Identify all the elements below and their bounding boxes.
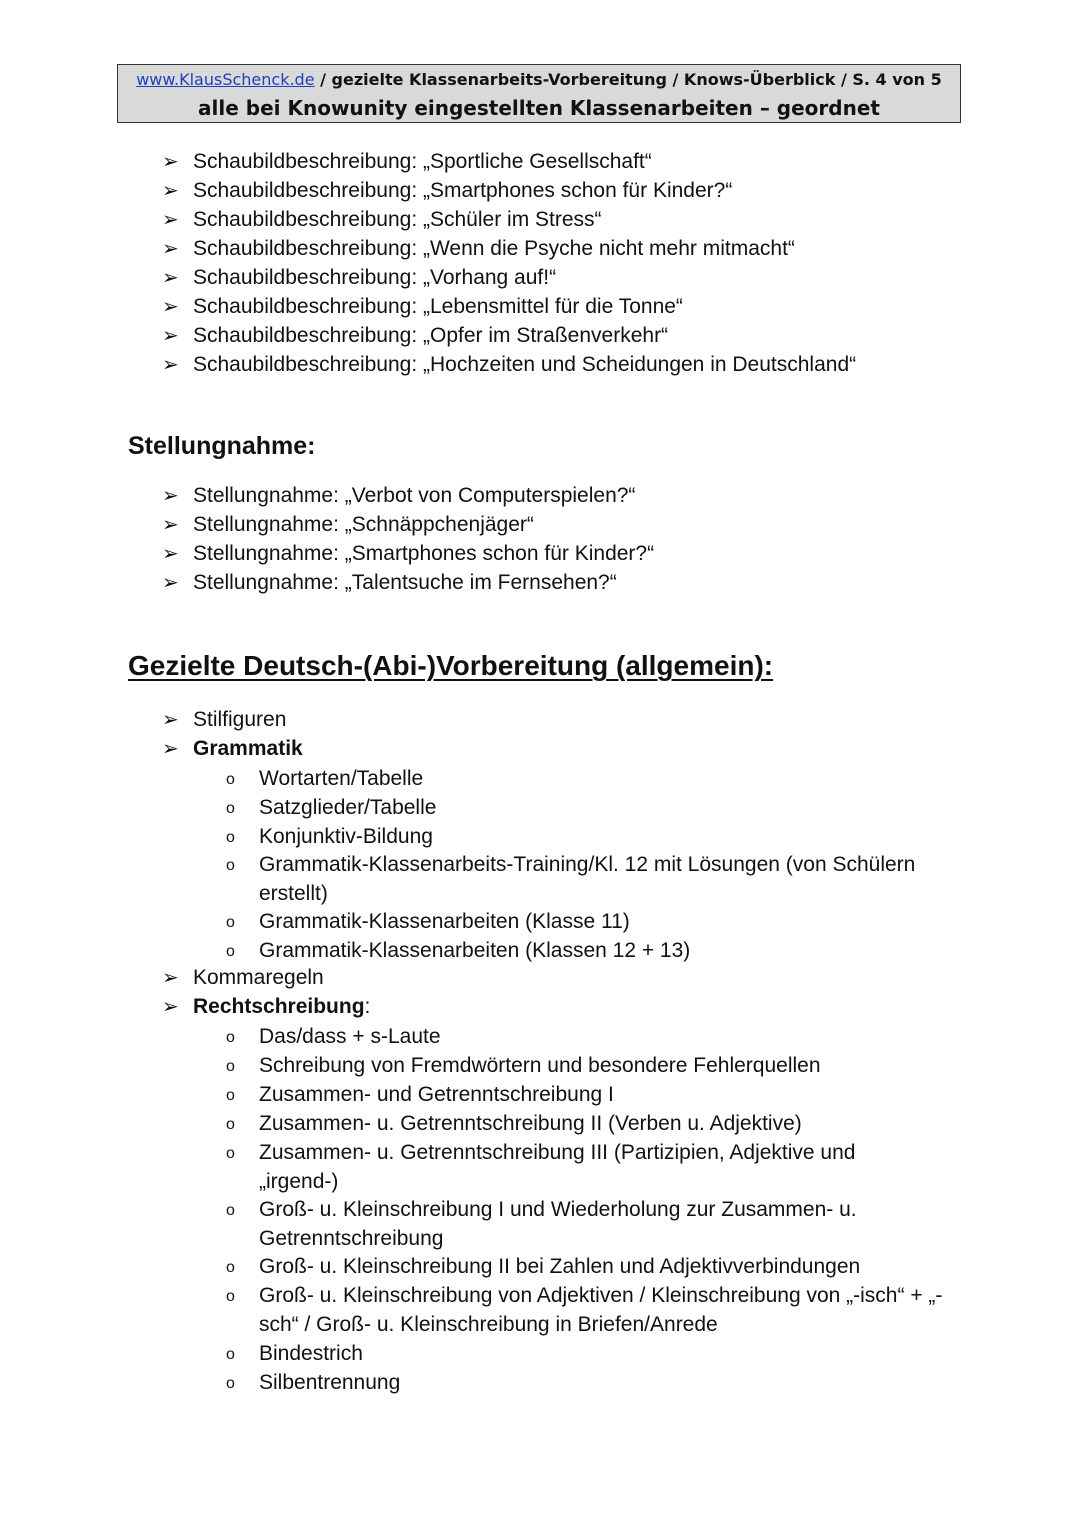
arrow-bullet-icon: ➢	[162, 151, 179, 173]
arrow-bullet-icon: ➢	[162, 709, 179, 731]
list-item-stilfiguren: ➢ Stilfiguren	[162, 708, 287, 731]
list-item: ➢ Schaubildbeschreibung: „Sportliche Gesellschaft“	[162, 150, 652, 173]
sub-list-item: o Silbentrennung	[226, 1368, 956, 1397]
arrow-bullet-icon: ➢	[162, 180, 179, 202]
list-item: ➢ Stellungnahme: „Schnäppchenjäger“	[162, 513, 534, 536]
sub-list-item: o Groß- u. Kleinschreibung von Adjektiven / Kleinschreibung von „-isch“ + „-sch“ / Groß- u. Kleinschreibung in Briefen/Anrede	[226, 1281, 956, 1339]
arrow-bullet-icon: ➢	[162, 296, 179, 318]
list-item-kommaregeln: ➢ Kommaregeln	[162, 966, 324, 989]
circle-bullet-icon: o	[226, 771, 235, 788]
page-header	[117, 64, 961, 123]
list-item: ➢ Schaubildbeschreibung: „Hochzeiten und Scheidungen in Deutschland“	[162, 353, 857, 376]
sub-list-item: o Wortarten/Tabelle	[226, 764, 956, 793]
arrow-bullet-icon: ➢	[162, 325, 179, 347]
sub-list-item: o Das/dass + s-Laute	[226, 1022, 956, 1051]
arrow-bullet-icon: ➢	[162, 354, 179, 376]
list-item: ➢ Schaubildbeschreibung: „Vorhang auf!“	[162, 266, 557, 289]
sub-list-item: o Satzglieder/Tabelle	[226, 793, 956, 822]
sub-list-item: o Bindestrich	[226, 1339, 956, 1368]
stellungnahme-heading: Stellungnahme:	[128, 432, 316, 460]
list-item: ➢ Stellungnahme: „Smartphones schon für Kinder?“	[162, 542, 655, 565]
sub-list-item: o Schreibung von Fremdwörtern und besondere Fehlerquellen	[226, 1051, 956, 1080]
sub-list-item: o Grammatik-Klassenarbeits-Training/Kl. 12 mit Lösungen (von Schülern erstellt)	[226, 850, 956, 908]
circle-bullet-icon: o	[226, 1202, 235, 1219]
deutsch-heading: Gezielte Deutsch-(Abi-)Vorbereitung (allgemein):	[128, 650, 774, 681]
list-item-rechtschreibung: ➢ Rechtschreibung:	[162, 995, 371, 1018]
arrow-bullet-icon: ➢	[162, 267, 179, 289]
sub-list-item: o Grammatik-Klassenarbeiten (Klasse 11)	[226, 907, 956, 936]
circle-bullet-icon: o	[226, 914, 235, 931]
arrow-bullet-icon: ➢	[162, 996, 179, 1018]
list-item: ➢ Schaubildbeschreibung: „Lebensmittel für die Tonne“	[162, 295, 683, 318]
sub-list-item: o Zusammen- u. Getrenntschreibung III (Partizipien, Adjektive und „irgend-)	[226, 1138, 956, 1196]
list-item: ➢ Stellungnahme: „Verbot von Computerspielen?“	[162, 484, 636, 507]
circle-bullet-icon: o	[226, 800, 235, 817]
header-subtitle-line	[118, 70, 960, 90]
circle-bullet-icon: o	[226, 1346, 235, 1363]
arrow-bullet-icon: ➢	[162, 967, 179, 989]
circle-bullet-icon: o	[226, 1259, 235, 1276]
website-link[interactable]: www.KlausSchenck.de	[136, 70, 315, 89]
arrow-bullet-icon: ➢	[162, 572, 179, 594]
arrow-bullet-icon: ➢	[162, 738, 179, 760]
circle-bullet-icon: o	[226, 1087, 235, 1104]
arrow-bullet-icon: ➢	[162, 238, 179, 260]
circle-bullet-icon: o	[226, 857, 235, 874]
circle-bullet-icon: o	[226, 943, 235, 960]
sub-list-item: o Konjunktiv-Bildung	[226, 822, 956, 851]
arrow-bullet-icon: ➢	[162, 543, 179, 565]
circle-bullet-icon: o	[226, 1375, 235, 1392]
list-item: ➢ Schaubildbeschreibung: „Smartphones schon für Kinder?“	[162, 179, 733, 202]
list-item: ➢ Stellungnahme: „Talentsuche im Fernsehen?“	[162, 571, 617, 594]
sub-list-item: o Groß- u. Kleinschreibung II bei Zahlen und Adjektivverbindungen	[226, 1252, 956, 1281]
arrow-bullet-icon: ➢	[162, 485, 179, 507]
list-item: ➢ Schaubildbeschreibung: „Schüler im Stress“	[162, 208, 602, 231]
header-title: alle bei Knowunity eingestellten Klassenarbeiten – geordnet	[198, 96, 880, 120]
sub-list-item: o Grammatik-Klassenarbeiten (Klassen 12 + 13)	[226, 936, 956, 965]
sub-list-item: o Groß- u. Kleinschreibung I und Wiederholung zur Zusammen- u. Getrenntschreibung	[226, 1195, 956, 1253]
circle-bullet-icon: o	[226, 1029, 235, 1046]
circle-bullet-icon: o	[226, 1116, 235, 1133]
list-item: ➢ Schaubildbeschreibung: „Wenn die Psyche nicht mehr mitmacht“	[162, 237, 795, 260]
list-item: ➢ Schaubildbeschreibung: „Opfer im Straßenverkehr“	[162, 324, 669, 347]
list-item-grammatik: ➢ Grammatik	[162, 737, 303, 760]
arrow-bullet-icon: ➢	[162, 209, 179, 231]
sub-list-item: o Zusammen- und Getrenntschreibung I	[226, 1080, 956, 1109]
sub-list-item: o Zusammen- u. Getrenntschreibung II (Verben u. Adjektive)	[226, 1109, 956, 1138]
arrow-bullet-icon: ➢	[162, 514, 179, 536]
circle-bullet-icon: o	[226, 1288, 235, 1305]
circle-bullet-icon: o	[226, 1145, 235, 1162]
circle-bullet-icon: o	[226, 829, 235, 846]
header-subtitle: / gezielte Klassenarbeits-Vorbereitung / Knows-Überblick / S. 4 von 5	[314, 70, 942, 89]
circle-bullet-icon: o	[226, 1058, 235, 1075]
